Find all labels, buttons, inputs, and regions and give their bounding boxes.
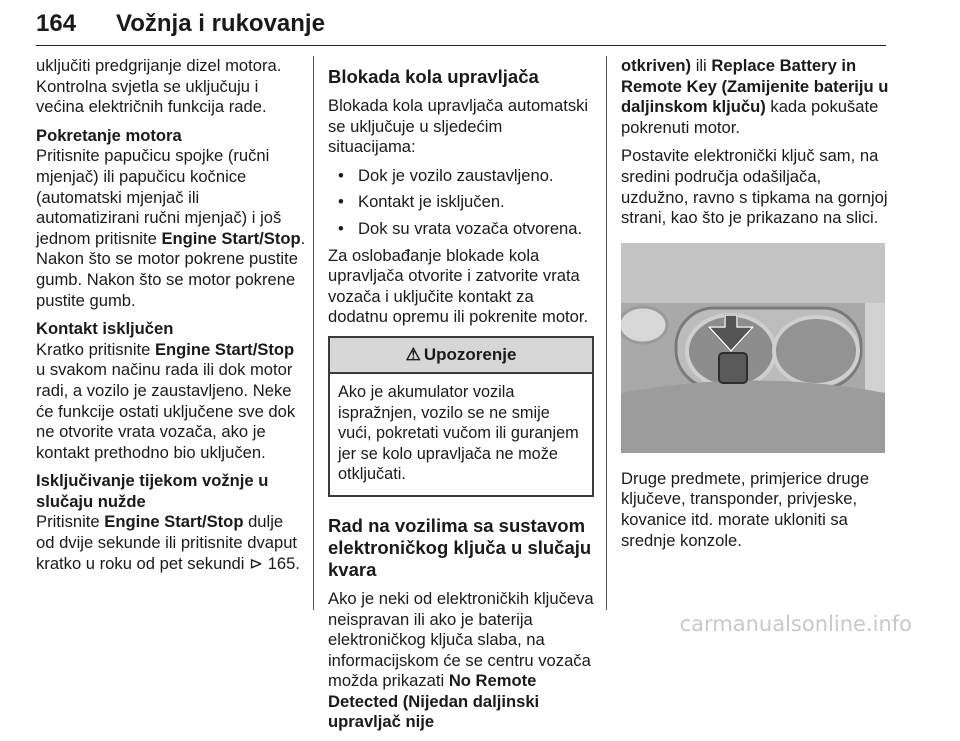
warning-box — [328, 336, 594, 497]
text-run: Ako je neki od elektroničkih ključeva neispravan ili ako je baterija elektroničkog ključa slaba, na informacijskom će se centru vozača možda prikazati — [328, 588, 594, 691]
warning-header — [330, 338, 592, 374]
paragraph: Za oslobađanje blokade kola upravljača otvorite i zatvorite vrata vozača i uključite kontakt za dodatnu opremu ili pokrenite motor. — [328, 245, 589, 327]
list-item: • Kontakt je isključen. — [328, 192, 594, 213]
section-emergency-off — [36, 471, 306, 574]
key-placement-illustration — [621, 243, 885, 453]
button-name: Engine Start/Stop — [104, 512, 244, 532]
warning-triangle-icon: ⚠ — [405, 344, 421, 364]
list-item: • Dok su vrata vozača otvorena. — [328, 219, 594, 240]
text-run: Pritisnite papučicu spojke (ručni mjenjač) ili papučicu kočnice (automatski mjenjač ili automatizirani ručni mjenjač) i još jednom pritisnite — [36, 146, 282, 248]
bullet-list — [328, 166, 594, 240]
watermark: carmanualsonline.info — [679, 612, 912, 636]
page-title: Vožnja i rukovanje — [116, 10, 325, 37]
message-name: Replace Battery in Remote Key (Zamijenite bateriju u daljinskom ključu) — [621, 56, 889, 117]
paragraph: Blokada kola upravljača automatski se uključuje u sljedećim situacijama: — [328, 96, 589, 157]
section-ignition-off — [36, 319, 306, 463]
page-number: 164 — [36, 10, 77, 37]
column-divider — [606, 56, 607, 610]
header-divider — [36, 45, 886, 46]
column-right — [621, 56, 889, 559]
page-header — [36, 4, 886, 44]
paragraph — [621, 56, 889, 138]
text-run: Pritisnite — [36, 512, 105, 532]
text-run: ili — [691, 56, 712, 75]
column-left — [36, 56, 306, 582]
page-reference-arrow-icon: ⊳ — [249, 553, 263, 573]
section-title: Isključivanje tijekom vožnje u slučaju nužde — [36, 471, 269, 511]
column-divider — [313, 56, 314, 610]
text-run: . Nakon što se motor pokrene pustite gumb. Nakon što se motor pokrene pustite gumb. — [36, 228, 306, 310]
text-run: Kratko pritisnite — [36, 339, 155, 359]
column-middle — [328, 56, 594, 741]
section-engine-start — [36, 126, 306, 311]
text-run: dulje od dvije sekunde ili pritisnite dvaput kratko u roku od pet sekundi — [36, 512, 298, 573]
section-heading: Blokada kola upravljača — [328, 66, 539, 87]
list-item: • Dok je vozilo zaustavljeno. — [328, 166, 594, 187]
button-name: Engine Start/Stop — [154, 339, 295, 359]
warning-title: Upozorenje — [423, 344, 517, 364]
section-title: Pokretanje motora — [36, 125, 182, 145]
message-name: otkriven) — [621, 56, 692, 75]
paragraph: Druge predmete, primjerice druge ključeve, transponder, privjeske, kovanice itd. morate ukloniti sa srednje konzole. — [621, 468, 870, 550]
section-heading: Rad na vozilima sa sustavom elektroničkog ključa u slučaju kvara — [328, 514, 592, 580]
warning-text: Ako je akumulator vozila ispražnjen, vozilo se ne smije vući, pokretati vučom ili guranjem jer se kolo upravljača ne može otključati. — [338, 382, 579, 484]
key-placement-photo — [621, 243, 885, 453]
page-reference[interactable]: 165. — [267, 553, 300, 573]
paragraph — [328, 589, 594, 733]
message-name: No Remote Detected (Nijedan daljinski upravljač nije — [328, 671, 540, 732]
paragraph: Postavite elektronički ključ sam, na sredini područja odašiljača, uzdužno, ravno s tipkama na gornjoj strani, kao što je prikazano na slici. — [621, 146, 888, 228]
button-name: Engine Start/Stop — [161, 228, 301, 248]
text-run: kada pokušate pokrenuti motor. — [621, 97, 879, 137]
text-run: u svakom načinu rada ili dok motor radi, a vozilo je zaustavljeno. Neke će funkcije ostati uključene sve dok ne otvorite vrata vozača, ako je kontakt prethodno bio uključen. — [36, 360, 296, 462]
intro-paragraph: uključiti predgrijanje dizel motora. Kontrolna svjetla se uključuju i većina električnih funkcija rade. — [36, 56, 282, 117]
section-title: Kontakt isključen — [36, 319, 174, 339]
